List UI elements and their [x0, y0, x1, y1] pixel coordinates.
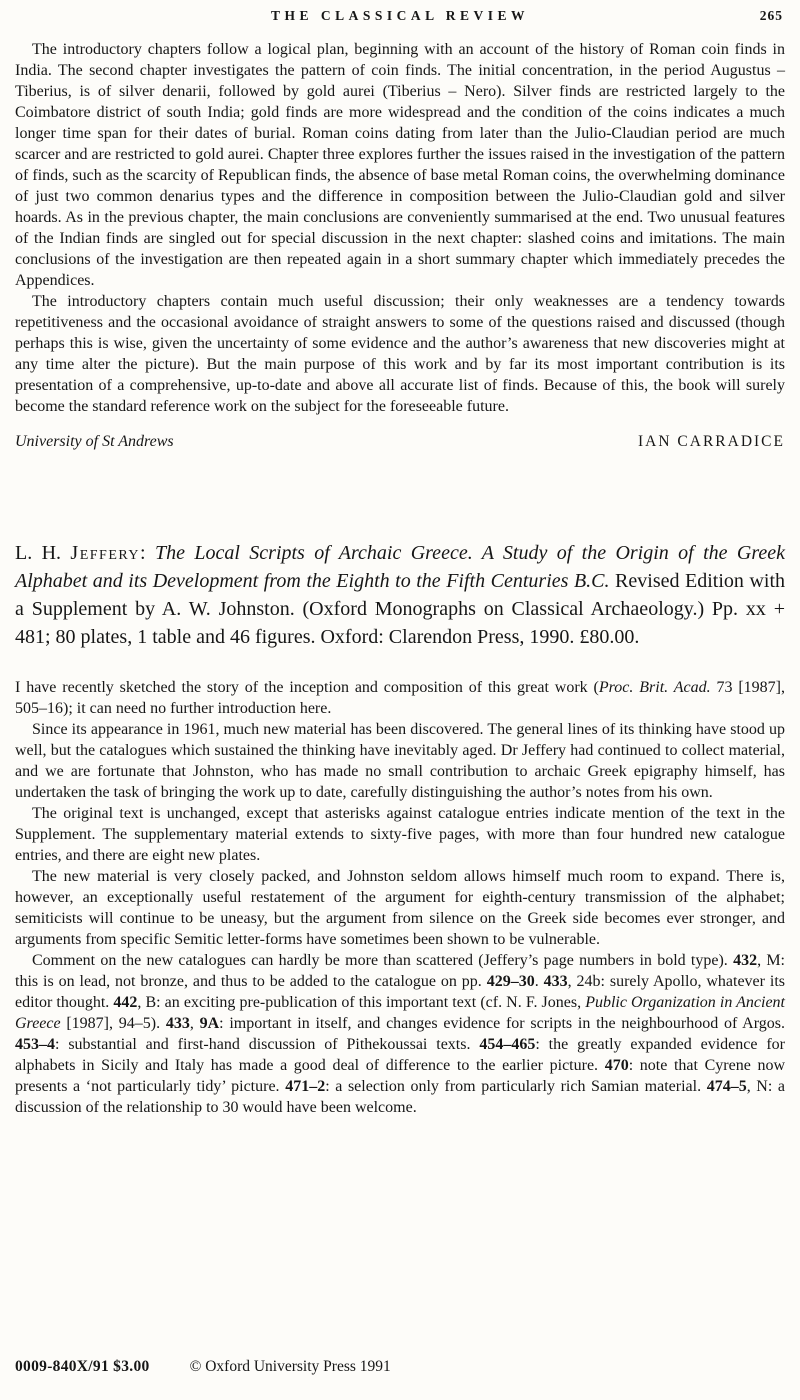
paragraph: The introductory chapters contain much useful discussion; their only weaknesses are a tendency towards repetitiveness and the occasional avoidance of straight answers to some of the questions raised and discussed (though perhaps this is wise, given the uncertainty of some evidence and the author’s awareness that new discoveries might at any time alter the picture). But the main purpose of this work and by far its most important contribution is its presentation of a comprehensive, up-to-date and above all accurate list of finds. Because of this, the book will surely become the standard reference work on the subject for the foreseeable future.	[15, 293, 785, 415]
page-number: 265	[759, 8, 783, 23]
paragraph: The original text is unchanged, except that asterisks against catalogue entries indicate mention of the text in the Supplement. The supplementary material extends to sixty-five pages, with more than four hundred new catalogue entries, and there are eight new plates.	[15, 805, 785, 864]
book-citation-heading: L. H. Jeffery: The Local Scripts of Archaic Greece. A Study of the Origin of the Greek Alphabet and its Development from the Eighth to the Fifth Centuries B.C. Revised Edition with a Supplement by A. W. Johnston. (Oxford Monographs on Classical Archaeology.) Pp. xx + 481; 80 plates, 1 table and 46 figures. Oxford: Clarendon Press, 1990. £80.00.	[15, 542, 786, 648]
paragraph: The introductory chapters follow a logical plan, beginning with an account of the history of Roman coin finds in India. The second chapter investigates the pattern of coin finds. The initial concentration, in the period Augustus – Tiberius, is of silver denarii, followed by gold aurei (Tiberius – Nero). Silver finds are restricted largely to the Coimbatore district of south India; gold finds are more widespread and the condition of the coins indicates a much longer time span for their dates of burial. Roman coins dating from later than the Julio-Claudian period are much scarcer and are restricted to gold aurei. Chapter three explores further the issues raised in the investigation of the pattern of finds, such as the scarcity of Republican finds, the absence of base metal Roman coins, the overwhelming dominance of just two common denarius types and the difference in composition between the Julio-Claudian gold and silver hoards. As in the previous chapter, the main conclusions are conveniently summarised at the end. Two unusual features of the Indian finds are singled out for special discussion in the next chapter: slashed coins and imitations. The main conclusions of the investigation are then repeated again in a short summary chapter which immediately precedes the Appendices.	[15, 41, 785, 289]
imprint-footer	[15, 1358, 391, 1376]
running-head	[15, 8, 785, 26]
review-coin-finds	[15, 39, 785, 451]
journal-title: THE CLASSICAL REVIEW	[270, 8, 530, 23]
paragraph: I have recently sketched the story of the inception and composition of this great work (Proc. Brit. Acad. 73 [1987], 505–16); it can need no further introduction here.	[15, 679, 786, 717]
reviewer-name: IAN CARRADICE	[638, 433, 785, 450]
copyright-notice: © Oxford University Press 1991	[189, 1358, 391, 1375]
review-local-scripts	[15, 539, 785, 1118]
paragraph: The new material is very closely packed, and Johnston seldom allows himself much room to expand. There is, however, an exceptionally useful restatement of the argument for eighth-century transmission of the alphabet; semiticists will continue to be uneasy, but the argument from silence on the Greek side becomes ever stronger, and arguments from specific Semitic letter-forms have sometimes been shown to be vulnerable.	[15, 868, 785, 948]
reviewer-affiliation: University of St Andrews	[15, 433, 174, 450]
paragraph: Comment on the new catalogues can hardly be more than scattered (Jeffery’s page numbers in bold type). 432, M: this is on lead, not bronze, and thus to be added to the catalogue on pp. 429–30. 433, 24b: surely Apollo, whatever its editor thought. 442, B: an exciting pre-publication of this important text (cf. N. F. Jones, Public Organization in Ancient Greece [1987], 94–5). 433, 9A: important in itself, and changes evidence for scripts in the neighbourhood of Argos. 453–4: substantial and first-hand discussion of Pithekoussai texts. 454–465: the greatly expanded evidence for alphabets in Sicily and Italy has made a good deal of difference to the earlier picture. 470: note that Cyrene now presents a ‘not particularly tidy’ picture. 471–2: a selection only from particularly rich Samian material. 474–5, N: a discussion of the relationship to 30 would have been welcome.	[15, 952, 786, 1116]
signature-line	[15, 433, 785, 451]
paragraph: Since its appearance in 1961, much new material has been discovered. The general lines of its thinking have stood up well, but the catalogues which sustained the thinking have inevitably aged. Dr Jeffery had continued to collect material, and we are fortunate that Johnston, who has made no small contribution to archaic Greek epigraphy himself, has undertaken the task of bringing the work up to date, carefully distinguishing the author’s notes from his own.	[15, 721, 785, 801]
issn-price: 0009-840X/91 $3.00	[15, 1358, 150, 1375]
